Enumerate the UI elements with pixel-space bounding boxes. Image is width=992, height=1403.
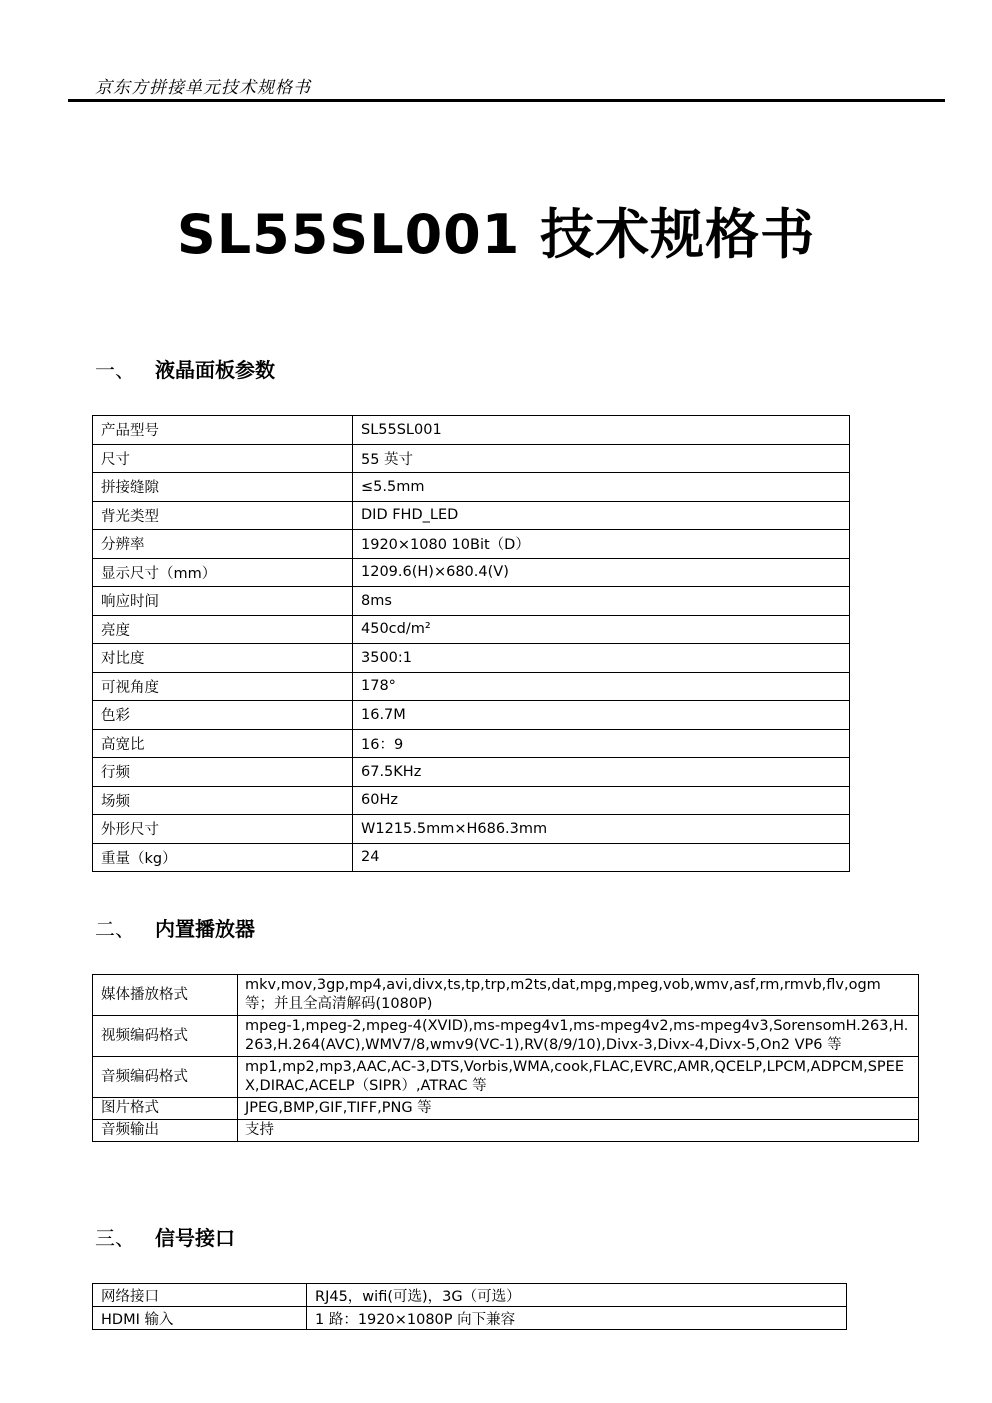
table-row [93, 1098, 919, 1120]
row-label: 网络接口 [93, 1284, 307, 1307]
row-value: 1 路：1920×1080P 向下兼容 [307, 1307, 847, 1330]
row-label: HDMI 输入 [93, 1307, 307, 1330]
table-row [93, 701, 850, 730]
table-row [93, 473, 850, 502]
row-value: W1215.5mm×H686.3mm [353, 815, 850, 844]
table-row [93, 786, 850, 815]
signal-interface-table [92, 1283, 847, 1330]
table-row [93, 843, 850, 872]
running-header: 京东方拼接单元技术规格书 [95, 78, 311, 98]
section-title: 内置播放器 [155, 917, 255, 941]
table-row [93, 1307, 847, 1330]
section-number: 二、 [95, 917, 135, 941]
row-label: 音频编码格式 [93, 1057, 238, 1098]
row-label: 行频 [93, 758, 353, 787]
section-heading-panel [95, 354, 275, 383]
row-value: 55 英寸 [353, 444, 850, 473]
section-heading-player [95, 913, 255, 942]
table-row [93, 729, 850, 758]
row-value: 16.7M [353, 701, 850, 730]
row-value: RJ45，wifi(可选)，3G（可选） [307, 1284, 847, 1307]
table-row [93, 444, 850, 473]
table-row [93, 530, 850, 559]
row-label: 产品型号 [93, 416, 353, 445]
row-label: 场频 [93, 786, 353, 815]
row-value: 60Hz [353, 786, 850, 815]
row-label: 显示尺寸（mm） [93, 558, 353, 587]
table-row [93, 501, 850, 530]
row-label: 音频输出 [93, 1120, 238, 1142]
row-label: 对比度 [93, 644, 353, 673]
section-number: 三、 [95, 1226, 135, 1250]
row-value: 8ms [353, 587, 850, 616]
row-label: 亮度 [93, 615, 353, 644]
row-value: 3500:1 [353, 644, 850, 673]
table-row [93, 672, 850, 701]
row-value: 1920×1080 10Bit（D） [353, 530, 850, 559]
row-value: mpeg-1,mpeg-2,mpeg-4(XVID),ms-mpeg4v1,ms-mpeg4v2,ms-mpeg4v3,SorensomH.263,H.263,H.264(AVC),WMV7/8,wmv9(VC-1),RV(8/9/10),Divx-3,Divx-4,Divx-5,On2 VP6 等 [238, 1016, 919, 1057]
table-row [93, 1016, 919, 1057]
table-row [93, 1057, 919, 1098]
section-heading-interface [95, 1222, 235, 1251]
table-row [93, 975, 919, 1016]
table-row [93, 644, 850, 673]
row-label: 拼接缝隙 [93, 473, 353, 502]
table-row [93, 416, 850, 445]
row-label: 分辨率 [93, 530, 353, 559]
row-value: 178° [353, 672, 850, 701]
section-title: 信号接口 [155, 1226, 235, 1250]
row-label: 尺寸 [93, 444, 353, 473]
player-table [92, 974, 919, 1142]
row-label: 背光类型 [93, 501, 353, 530]
row-label: 可视角度 [93, 672, 353, 701]
section-number: 一、 [95, 358, 135, 382]
row-label: 外形尺寸 [93, 815, 353, 844]
panel-parameters-table [92, 415, 850, 872]
row-label: 色彩 [93, 701, 353, 730]
row-value: 16：9 [353, 729, 850, 758]
row-value: mp1,mp2,mp3,AAC,AC-3,DTS,Vorbis,WMA,cook,FLAC,EVRC,AMR,QCELP,LPCM,ADPCM,SPEEX,DIRAC,ACELP（SIPR）,ATRAC 等 [238, 1057, 919, 1098]
row-label: 响应时间 [93, 587, 353, 616]
row-value: ≤5.5mm [353, 473, 850, 502]
header-rule [68, 99, 945, 102]
row-value: 支持 [238, 1120, 919, 1142]
table-row [93, 1120, 919, 1142]
table-row [93, 558, 850, 587]
row-value: 450cd/m² [353, 615, 850, 644]
table-row [93, 1284, 847, 1307]
row-value: DID FHD_LED [353, 501, 850, 530]
row-label: 高宽比 [93, 729, 353, 758]
row-value: 24 [353, 843, 850, 872]
row-value: SL55SL001 [353, 416, 850, 445]
row-value: mkv,mov,3gp,mp4,avi,divx,ts,tp,trp,m2ts,dat,mpg,mpeg,vob,wmv,asf,rm,rmvb,flv,ogm 等；并且全高清解码(1080P) [238, 975, 919, 1016]
row-label: 媒体播放格式 [93, 975, 238, 1016]
table-row [93, 815, 850, 844]
row-label: 视频编码格式 [93, 1016, 238, 1057]
table-row [93, 587, 850, 616]
row-value: 67.5KHz [353, 758, 850, 787]
row-label: 重量（kg） [93, 843, 353, 872]
row-value: 1209.6(H)×680.4(V) [353, 558, 850, 587]
row-value: JPEG,BMP,GIF,TIFF,PNG 等 [238, 1098, 919, 1120]
section-title: 液晶面板参数 [155, 358, 275, 382]
row-label: 图片格式 [93, 1098, 238, 1120]
document-title: SL55SL001 技术规格书 [176, 203, 816, 266]
table-row [93, 758, 850, 787]
table-row [93, 615, 850, 644]
